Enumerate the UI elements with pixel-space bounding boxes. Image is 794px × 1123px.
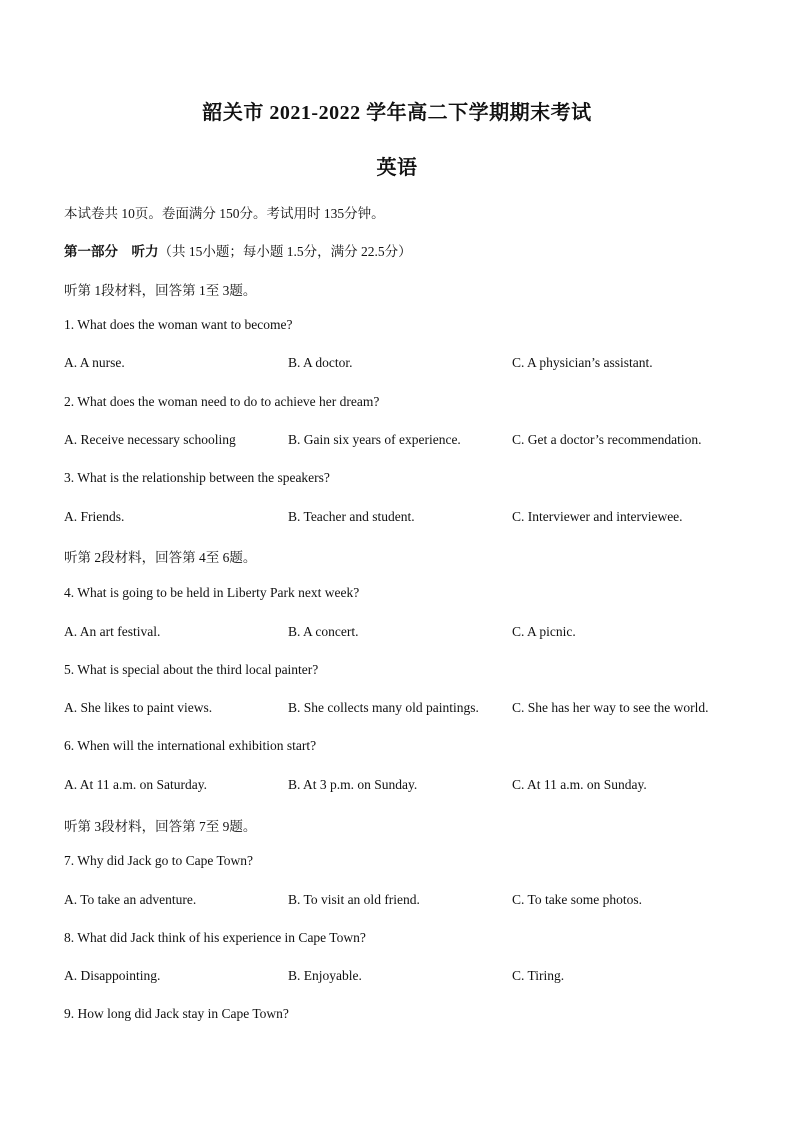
subject-title: 英语 xyxy=(376,157,418,179)
question-5-option-c: C. She has her way to see the world. xyxy=(512,700,709,715)
question-8: 8. What did Jack think of his experience in Cape Town? xyxy=(64,930,366,945)
question-1-option-a: A. A nurse. xyxy=(64,355,125,370)
question-7: 7. Why did Jack go to Cape Town? xyxy=(64,853,254,868)
question-2-option-b: B. Gain six years of experience. xyxy=(288,432,461,447)
section-instruction-1: 听第 1段材料，回答第 1至 3题。 xyxy=(64,283,257,298)
question-7-option-a: A. To take an adventure. xyxy=(64,892,197,907)
question-1: 1. What does the woman want to become? xyxy=(64,317,293,332)
question-8-option-a: A. Disappointing. xyxy=(64,968,161,983)
question-5: 5. What is special about the third local painter? xyxy=(64,662,319,677)
question-3-option-a: A. Friends. xyxy=(64,509,125,524)
question-4-option-a: A. An art festival. xyxy=(64,624,161,639)
section-instruction-2: 听第 2段材料，回答第 4至 6题。 xyxy=(64,550,257,565)
question-1-option-b: B. A doctor. xyxy=(288,355,353,370)
question-5-option-a: A. She likes to paint views. xyxy=(64,700,213,715)
question-3-option-b: B. Teacher and student. xyxy=(288,509,415,524)
question-7-option-c: C. To take some photos. xyxy=(512,892,643,907)
question-5-option-b: B. She collects many old paintings. xyxy=(288,700,479,715)
question-6-option-a: A. At 11 a.m. on Saturday. xyxy=(64,777,207,792)
part1-heading: 第一部分 听力 xyxy=(64,244,159,259)
question-3-option-c: C. Interviewer and interviewee. xyxy=(512,509,683,524)
question-4-option-c: C. A picnic. xyxy=(512,624,576,639)
section-instruction-3: 听第 3段材料，回答第 7至 9题。 xyxy=(64,819,257,834)
question-8-option-b: B. Enjoyable. xyxy=(288,968,362,983)
question-9: 9. How long did Jack stay in Cape Town? xyxy=(64,1006,289,1021)
part1-line xyxy=(64,240,412,260)
question-2-option-a: A. Receive necessary schooling xyxy=(64,432,236,447)
question-6-option-c: C. At 11 a.m. on Sunday. xyxy=(512,777,647,792)
question-7-option-b: B. To visit an old friend. xyxy=(288,892,420,907)
part1-desc: （共 15小题；每小题 1.5分，满分 22.5分） xyxy=(158,244,412,259)
exam-intro: 本试卷共 10页。卷面满分 150分。考试用时 135分钟。 xyxy=(64,206,385,221)
exam-title: 韶关市 2021-2022 学年高二下学期期末考试 xyxy=(202,102,592,124)
question-8-option-c: C. Tiring. xyxy=(512,968,565,983)
question-4: 4. What is going to be held in Liberty Park next week? xyxy=(64,585,360,600)
question-2-option-c: C. Get a doctor’s recommendation. xyxy=(512,432,702,447)
question-6: 6. When will the international exhibition start? xyxy=(64,738,317,753)
question-1-option-c: C. A physician’s assistant. xyxy=(512,355,653,370)
question-6-option-b: B. At 3 p.m. on Sunday. xyxy=(288,777,418,792)
question-2: 2. What does the woman need to do to achieve her dream? xyxy=(64,394,380,409)
question-3: 3. What is the relationship between the speakers? xyxy=(64,470,330,485)
question-4-option-b: B. A concert. xyxy=(288,624,359,639)
